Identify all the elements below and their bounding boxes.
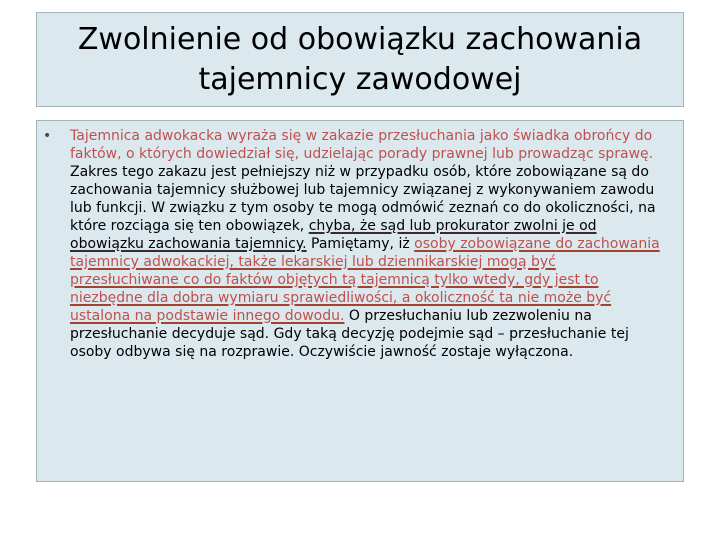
- highlighted-rule: osoby zobowiązane do zachowania tajemnicy adwokackiej, także lekarskiej lub dziennikarskiej mogą być przesłuchiwane co do faktów objętych tą tajemnicą tylko wtedy, gdy jest to niezbędne dla dobra wymiaru sprawiedliwości, a okoliczność ta nie może być ustalona na podstawie innego dowodu.: [70, 236, 660, 324]
- scope-sentence: Zakres tego zakazu jest pełniejszy niż w przypadku osób, które zobowiązane są do zachowania tajemnicy służbowej lub tajemnicy związanej z wykonywaniem zawodu lub funkcji. W związku z tym osoby te mogą odmówić zeznań co do okoliczności, na które rozciąga się ten obowiązek,: [70, 164, 656, 234]
- title-panel: [36, 12, 684, 107]
- body-paragraph: [70, 127, 665, 361]
- reminder-lead: Pamiętamy, iż: [306, 236, 415, 252]
- intro-sentence: Tajemnica adwokacka wyraża się w zakazie przesłuchania jako świadka obrońcy do faktów, o których dowiedział się, udzielając porady prawnej lub prowadząc sprawę.: [70, 128, 654, 162]
- exemption-clause: chyba, że sąd lub prokurator zwolni je od obowiązku zachowania tajemnicy.: [70, 218, 597, 252]
- bullet-marker: •: [43, 128, 52, 144]
- slide-title: Zwolnienie od obowiązku zachowania tajemnicy zawodowej: [77, 21, 643, 97]
- closing-sentences: O przesłuchaniu lub zezwoleniu na przesłuchanie decyduje sąd. Gdy taką decyzję podejmie sąd – przesłuchanie tej osoby odbywa się na rozprawie. Oczywiście jawność zostaje wyłączona.: [70, 308, 629, 360]
- content-panel: [36, 120, 684, 482]
